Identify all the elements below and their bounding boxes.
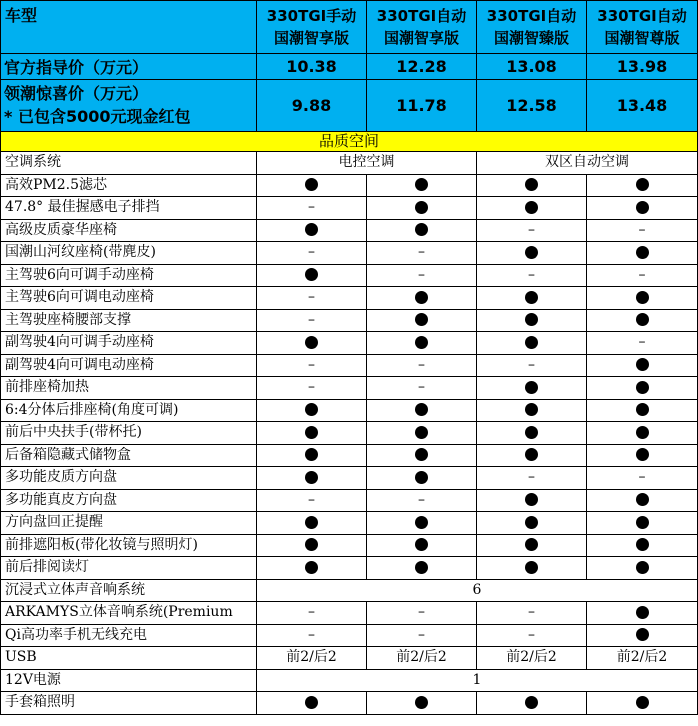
standard-dot	[477, 534, 587, 557]
filled-dot-icon	[305, 403, 318, 416]
filled-dot-icon	[525, 313, 538, 326]
feature-name: 沉浸式立体声音响系统	[1, 579, 257, 602]
filled-dot-icon	[305, 336, 318, 349]
feature-row	[1, 624, 698, 647]
standard-dot	[587, 422, 698, 445]
feature-row	[1, 467, 698, 490]
feature-name: 前排遮阳板(带化妆镜与照明灯)	[1, 534, 257, 557]
standard-dot	[477, 174, 587, 197]
not-available-dash: –	[587, 467, 698, 490]
feature-row	[1, 354, 698, 377]
standard-dot	[367, 512, 477, 535]
filled-dot-icon	[636, 516, 649, 529]
standard-dot	[257, 467, 367, 490]
feature-value: 1	[257, 669, 698, 692]
filled-dot-icon	[305, 178, 318, 191]
feature-row	[1, 377, 698, 400]
filled-dot-icon	[415, 471, 428, 484]
standard-dot	[587, 489, 698, 512]
standard-dot	[587, 534, 698, 557]
standard-dot	[477, 309, 587, 332]
standard-dot	[367, 174, 477, 197]
filled-dot-icon	[305, 448, 318, 461]
standard-dot	[587, 354, 698, 377]
not-available-dash: –	[367, 242, 477, 265]
filled-dot-icon	[525, 201, 538, 214]
standard-dot	[477, 692, 587, 715]
feature-name: ARKAMYS立体音响系统(Premium	[1, 602, 257, 625]
feature-row	[1, 242, 698, 265]
not-available-dash: –	[257, 287, 367, 310]
standard-dot	[367, 197, 477, 220]
filled-dot-icon	[305, 561, 318, 574]
feature-value: 电控空调	[257, 152, 477, 175]
not-available-dash: –	[257, 602, 367, 625]
standard-dot	[367, 557, 477, 580]
filled-dot-icon	[415, 561, 428, 574]
standard-dot	[367, 534, 477, 557]
filled-dot-icon	[415, 516, 428, 529]
filled-dot-icon	[305, 516, 318, 529]
filled-dot-icon	[525, 291, 538, 304]
promo-value: 11.78	[367, 80, 477, 132]
filled-dot-icon	[636, 448, 649, 461]
feature-name: 多功能真皮方向盘	[1, 489, 257, 512]
not-available-dash: –	[477, 264, 587, 287]
standard-dot	[257, 557, 367, 580]
feature-name: 后备箱隐藏式储物盒	[1, 444, 257, 467]
feature-row	[1, 557, 698, 580]
feature-row	[1, 399, 698, 422]
not-available-dash: –	[257, 624, 367, 647]
feature-name: USB	[1, 647, 257, 670]
filled-dot-icon	[636, 358, 649, 371]
filled-dot-icon	[636, 606, 649, 619]
filled-dot-icon	[636, 178, 649, 191]
standard-dot	[367, 287, 477, 310]
feature-name: 主驾驶6向可调手动座椅	[1, 264, 257, 287]
filled-dot-icon	[415, 538, 428, 551]
filled-dot-icon	[415, 178, 428, 191]
feature-row	[1, 669, 698, 692]
standard-dot	[587, 444, 698, 467]
standard-dot	[587, 242, 698, 265]
standard-dot	[587, 197, 698, 220]
filled-dot-icon	[415, 336, 428, 349]
filled-dot-icon	[415, 223, 428, 236]
filled-dot-icon	[525, 696, 538, 709]
feature-row	[1, 579, 698, 602]
feature-value: 前2/后2	[367, 647, 477, 670]
standard-dot	[587, 377, 698, 400]
standard-dot	[587, 399, 698, 422]
standard-dot	[477, 399, 587, 422]
filled-dot-icon	[636, 696, 649, 709]
feature-row	[1, 602, 698, 625]
standard-dot	[587, 287, 698, 310]
filled-dot-icon	[636, 628, 649, 641]
model-edition: 国潮智享版	[383, 29, 459, 47]
not-available-dash: –	[477, 624, 587, 647]
feature-name: 12V电源	[1, 669, 257, 692]
not-available-dash: –	[587, 264, 698, 287]
filled-dot-icon	[415, 313, 428, 326]
filled-dot-icon	[525, 516, 538, 529]
filled-dot-icon	[525, 493, 538, 506]
filled-dot-icon	[525, 538, 538, 551]
feature-name: 主驾驶座椅腰部支撑	[1, 309, 257, 332]
feature-value: 6	[257, 579, 698, 602]
standard-dot	[477, 557, 587, 580]
not-available-dash: –	[477, 467, 587, 490]
standard-dot	[587, 309, 698, 332]
standard-dot	[477, 489, 587, 512]
model-edition: 国潮智尊版	[604, 29, 680, 47]
standard-dot	[587, 512, 698, 535]
not-available-dash: –	[367, 264, 477, 287]
standard-dot	[367, 692, 477, 715]
feature-name: 主驾驶6向可调电动座椅	[1, 287, 257, 310]
filled-dot-icon	[636, 291, 649, 304]
promo-label-text: 领潮惊喜价（万元）	[4, 84, 149, 103]
msrp-value: 12.28	[367, 54, 477, 80]
filled-dot-icon	[305, 426, 318, 439]
feature-name: 6:4分体后排座椅(角度可调)	[1, 399, 257, 422]
promo-price-label	[1, 80, 257, 132]
standard-dot	[367, 467, 477, 490]
standard-dot	[477, 287, 587, 310]
feature-name: Qi高功率手机无线充电	[1, 624, 257, 647]
not-available-dash: –	[257, 377, 367, 400]
feature-row	[1, 489, 698, 512]
standard-dot	[367, 422, 477, 445]
standard-dot	[257, 512, 367, 535]
feature-value: 双区自动空调	[477, 152, 698, 175]
feature-name: 手套箱照明	[1, 692, 257, 715]
standard-dot	[257, 399, 367, 422]
not-available-dash: –	[257, 354, 367, 377]
promo-value: 9.88	[257, 80, 367, 132]
model-col-1	[257, 1, 367, 54]
filled-dot-icon	[305, 223, 318, 236]
feature-name: 方向盘回正提醒	[1, 512, 257, 535]
model-col-2	[367, 1, 477, 54]
standard-dot	[257, 422, 367, 445]
model-edition: 国潮智臻版	[493, 29, 569, 47]
standard-dot	[257, 692, 367, 715]
filled-dot-icon	[636, 538, 649, 551]
not-available-dash: –	[367, 354, 477, 377]
feature-name: 空调系统	[1, 152, 257, 175]
model-col-3	[477, 1, 587, 54]
filled-dot-icon	[415, 448, 428, 461]
model-name: 330TGI自动	[597, 7, 687, 25]
standard-dot	[477, 377, 587, 400]
standard-dot	[587, 557, 698, 580]
not-available-dash: –	[477, 219, 587, 242]
promo-value: 13.48	[587, 80, 698, 132]
feature-row	[1, 174, 698, 197]
feature-row	[1, 647, 698, 670]
feature-row	[1, 287, 698, 310]
feature-row	[1, 264, 698, 287]
filled-dot-icon	[636, 381, 649, 394]
standard-dot	[367, 444, 477, 467]
standard-dot	[367, 332, 477, 355]
not-available-dash: –	[367, 377, 477, 400]
feature-name: 国潮山河纹座椅(带麂皮)	[1, 242, 257, 265]
filled-dot-icon	[415, 426, 428, 439]
feature-name: 副驾驶4向可调手动座椅	[1, 332, 257, 355]
standard-dot	[587, 692, 698, 715]
not-available-dash: –	[257, 489, 367, 512]
msrp-value: 13.98	[587, 54, 698, 80]
standard-dot	[477, 422, 587, 445]
filled-dot-icon	[415, 696, 428, 709]
promo-value: 12.58	[477, 80, 587, 132]
feature-row	[1, 332, 698, 355]
filled-dot-icon	[525, 448, 538, 461]
feature-name: 副驾驶4向可调电动座椅	[1, 354, 257, 377]
filled-dot-icon	[525, 336, 538, 349]
model-edition: 国潮智享版	[273, 29, 349, 47]
standard-dot	[367, 219, 477, 242]
filled-dot-icon	[415, 201, 428, 214]
standard-dot	[587, 624, 698, 647]
filled-dot-icon	[415, 403, 428, 416]
model-name: 330TGI手动	[266, 7, 357, 25]
filled-dot-icon	[636, 246, 649, 259]
filled-dot-icon	[525, 403, 538, 416]
filled-dot-icon	[636, 201, 649, 214]
feature-name: 高效PM2.5滤芯	[1, 174, 257, 197]
not-available-dash: –	[587, 332, 698, 355]
feature-row	[1, 219, 698, 242]
standard-dot	[587, 174, 698, 197]
standard-dot	[257, 534, 367, 557]
feature-row	[1, 444, 698, 467]
feature-row	[1, 692, 698, 715]
not-available-dash: –	[367, 489, 477, 512]
filled-dot-icon	[636, 426, 649, 439]
not-available-dash: –	[587, 219, 698, 242]
not-available-dash: –	[367, 602, 477, 625]
filled-dot-icon	[636, 403, 649, 416]
standard-dot	[477, 332, 587, 355]
not-available-dash: –	[257, 242, 367, 265]
feature-name: 高级皮质豪华座椅	[1, 219, 257, 242]
model-name: 330TGI自动	[376, 7, 467, 25]
not-available-dash: –	[257, 197, 367, 220]
not-available-dash: –	[477, 354, 587, 377]
not-available-dash: –	[367, 624, 477, 647]
standard-dot	[477, 512, 587, 535]
model-col-4	[587, 1, 698, 54]
feature-row	[1, 512, 698, 535]
feature-value: 前2/后2	[257, 647, 367, 670]
feature-name: 多功能皮质方向盘	[1, 467, 257, 490]
model-header-label: 车型	[1, 1, 257, 54]
feature-name: 前后中央扶手(带杯托)	[1, 422, 257, 445]
standard-dot	[477, 444, 587, 467]
standard-dot	[477, 197, 587, 220]
feature-row	[1, 152, 698, 175]
standard-dot	[477, 242, 587, 265]
filled-dot-icon	[525, 381, 538, 394]
filled-dot-icon	[636, 313, 649, 326]
standard-dot	[587, 602, 698, 625]
feature-row	[1, 534, 698, 557]
not-available-dash: –	[257, 309, 367, 332]
filled-dot-icon	[525, 178, 538, 191]
filled-dot-icon	[305, 471, 318, 484]
filled-dot-icon	[525, 246, 538, 259]
promo-note: * 已包含5000元现金红包	[4, 107, 191, 126]
msrp-value: 10.38	[257, 54, 367, 80]
feature-name: 前排座椅加热	[1, 377, 257, 400]
standard-dot	[257, 174, 367, 197]
feature-row	[1, 309, 698, 332]
filled-dot-icon	[636, 561, 649, 574]
filled-dot-icon	[636, 493, 649, 506]
model-name: 330TGI自动	[486, 7, 577, 25]
standard-dot	[257, 332, 367, 355]
feature-row	[1, 422, 698, 445]
filled-dot-icon	[305, 696, 318, 709]
section-title: 品质空间	[1, 132, 698, 152]
filled-dot-icon	[415, 291, 428, 304]
feature-name: 前后排阅读灯	[1, 557, 257, 580]
filled-dot-icon	[525, 561, 538, 574]
standard-dot	[257, 219, 367, 242]
standard-dot	[257, 264, 367, 287]
standard-dot	[367, 399, 477, 422]
filled-dot-icon	[305, 268, 318, 281]
msrp-value: 13.08	[477, 54, 587, 80]
filled-dot-icon	[305, 538, 318, 551]
msrp-label: 官方指导价（万元）	[1, 54, 257, 80]
standard-dot	[257, 444, 367, 467]
filled-dot-icon	[525, 426, 538, 439]
feature-value: 前2/后2	[477, 647, 587, 670]
feature-value: 前2/后2	[587, 647, 698, 670]
feature-name: 47.8° 最佳握感电子排挡	[1, 197, 257, 220]
feature-row	[1, 197, 698, 220]
standard-dot	[367, 309, 477, 332]
not-available-dash: –	[477, 602, 587, 625]
